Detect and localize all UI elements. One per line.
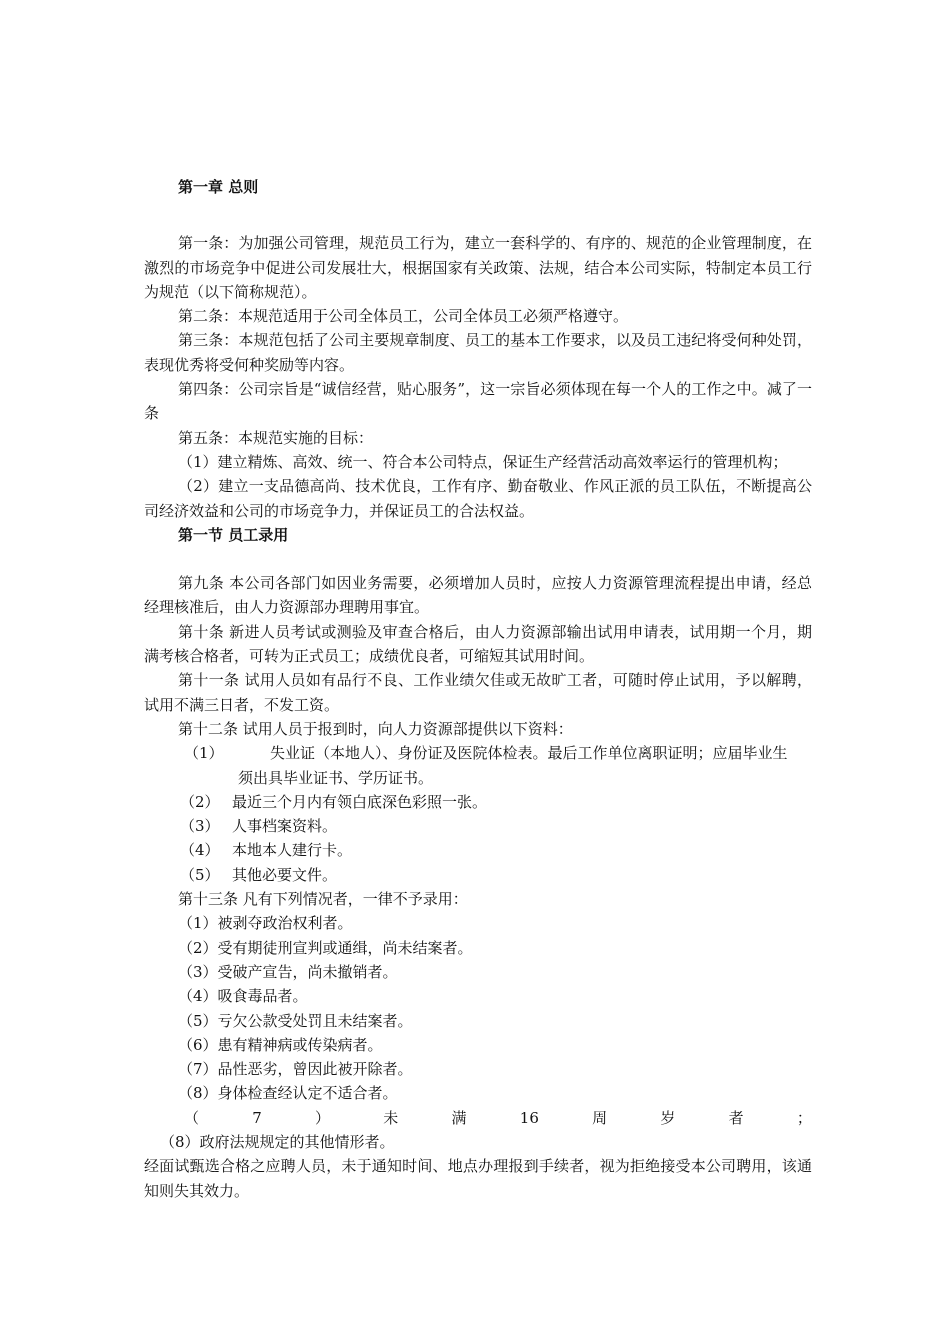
article-12-item-4: [144, 838, 812, 862]
item-number: （4）: [180, 841, 220, 860]
article-12: 第十二条 试用人员于报到时，向人力资源部提供以下资料：: [178, 719, 573, 738]
article-3: 第三条：本规范包括了公司主要规章制度、员工的基本工作要求，以及员工违纪将受何种处罚，表现优秀将受何种奖励等内容。: [144, 331, 812, 374]
spread-char: ；: [796, 1108, 812, 1127]
spread-char: ）: [315, 1108, 331, 1127]
spread-char: （: [184, 1108, 200, 1127]
article-5-item-1: （1）建立精炼、高效、统一、符合本公司特点，保证生产经营活动高效率运行的管理机构；: [178, 452, 788, 471]
article-13-item-1: （1）被剥夺政治权利者。: [178, 914, 353, 933]
spread-char: 者: [728, 1108, 744, 1127]
article-5-item-2: （2）建立一支品德高尚、技术优良，工作有序、勤奋敬业、作风正派的员工队伍，不断提高公司经济效益和公司的市场竞争力，并保证员工的合法权益。: [144, 477, 812, 520]
article-5: 第五条：本规范实施的目标：: [178, 428, 374, 447]
article-2: 第二条：本规范适用于公司全体员工，公司全体员工必须严格遵守。: [178, 307, 629, 326]
item-text: 人事档案资料。: [232, 817, 338, 836]
chapter-title: 第一章 总则: [178, 178, 259, 196]
spread-char: 7: [252, 1108, 262, 1127]
spread-char: 未: [383, 1108, 399, 1127]
item-text: [238, 741, 812, 790]
article-1: 第一条：为加强公司管理，规范员工行为，建立一套科学的、有序的、规范的企业管理制度，在激烈的市场竞争中促进公司发展壮大，根据国家有关政策、法规，结合本公司实际，特制定本员工行为规范（以下简称规范）。: [144, 234, 812, 301]
item-text: 本地本人建行卡。: [232, 841, 353, 860]
article-10: 第十条 新进人员考试或测验及审查合格后，由人力资源部输出试用申请表，试用期一个月，期满考核合格者，可转为正式员工；成绩优良者，可缩短其试用时间。: [144, 622, 812, 666]
item-number: （2）: [180, 792, 220, 811]
article-13-item-5: （5）亏欠公款受处罚且未结案者。: [178, 1011, 413, 1030]
article-13-item-8: （8）身体检查经认定不适合者。: [178, 1084, 398, 1103]
item-text-line-2: 须出具毕业证书、学历证书。: [238, 768, 434, 787]
section-title: 第一节 员工录用: [178, 525, 289, 544]
article-9: 第九条 本公司各部门如因业务需要，必须增加人员时，应按人力资源管理流程提出申请，经总经理核准后，由人力资源部办理聘用事宜。: [144, 574, 812, 617]
spread-char: 16: [519, 1108, 539, 1127]
closing-paragraph: 经面试甄选合格之应聘人员，未于通知时间、地点办理报到手续者，视为拒绝接受本公司聘用，该通知则失其效力。: [144, 1157, 812, 1200]
article-4: 第四条：公司宗旨是“诚信经营，贴心服务”，这一宗旨必须体现在每一个人的工作之中。减了一条: [144, 380, 812, 423]
article-13-spread-line: [144, 1106, 812, 1130]
item-number: （3）: [180, 817, 220, 836]
item-number: （1）: [184, 744, 224, 763]
document-body: [144, 175, 812, 1203]
article-13-item-2: （2）受有期徒刑宣判或通缉，尚未结案者。: [178, 938, 473, 957]
spacer: [144, 223, 812, 231]
spacer: [144, 199, 812, 223]
spacer: [144, 547, 812, 571]
article-13-item-3: （3）受破产宣告，尚未撤销者。: [178, 962, 398, 981]
spread-char: 周: [592, 1108, 608, 1127]
item-number: （5）: [180, 865, 220, 884]
item-text: 最近三个月内有领白底深色彩照一张。: [232, 792, 488, 811]
article-13-item-7: （7）品性恶劣，曾因此被开除者。: [178, 1060, 413, 1079]
item-text-line-1: 失业证（本地人）、身份证及医院体检表。最后工作单位离职证明；应届毕业生: [270, 744, 788, 763]
spread-char: 岁: [660, 1108, 676, 1127]
article-12-item-3: [144, 814, 812, 838]
article-12-item-1: [144, 741, 812, 790]
article-13: 第十三条 凡有下列情况者，一律不予录用：: [178, 890, 468, 909]
article-12-item-2: [144, 790, 812, 814]
item-text: 其他必要文件。: [232, 865, 338, 884]
article-13-item-4: （4）吸食毒品者。: [178, 987, 308, 1006]
article-12-item-5: [144, 863, 812, 887]
article-11: 第十一条 试用人员如有品行不良、工作业绩欠佳或无故旷工者，可随时停止试用，予以解聘，试用不满三日者，不发工资。: [144, 671, 812, 714]
article-13-last-item: （8）政府法规规定的其他情形者。: [160, 1132, 395, 1151]
spread-char: 满: [451, 1108, 467, 1127]
article-13-item-6: （6）患有精神病或传染病者。: [178, 1035, 383, 1054]
